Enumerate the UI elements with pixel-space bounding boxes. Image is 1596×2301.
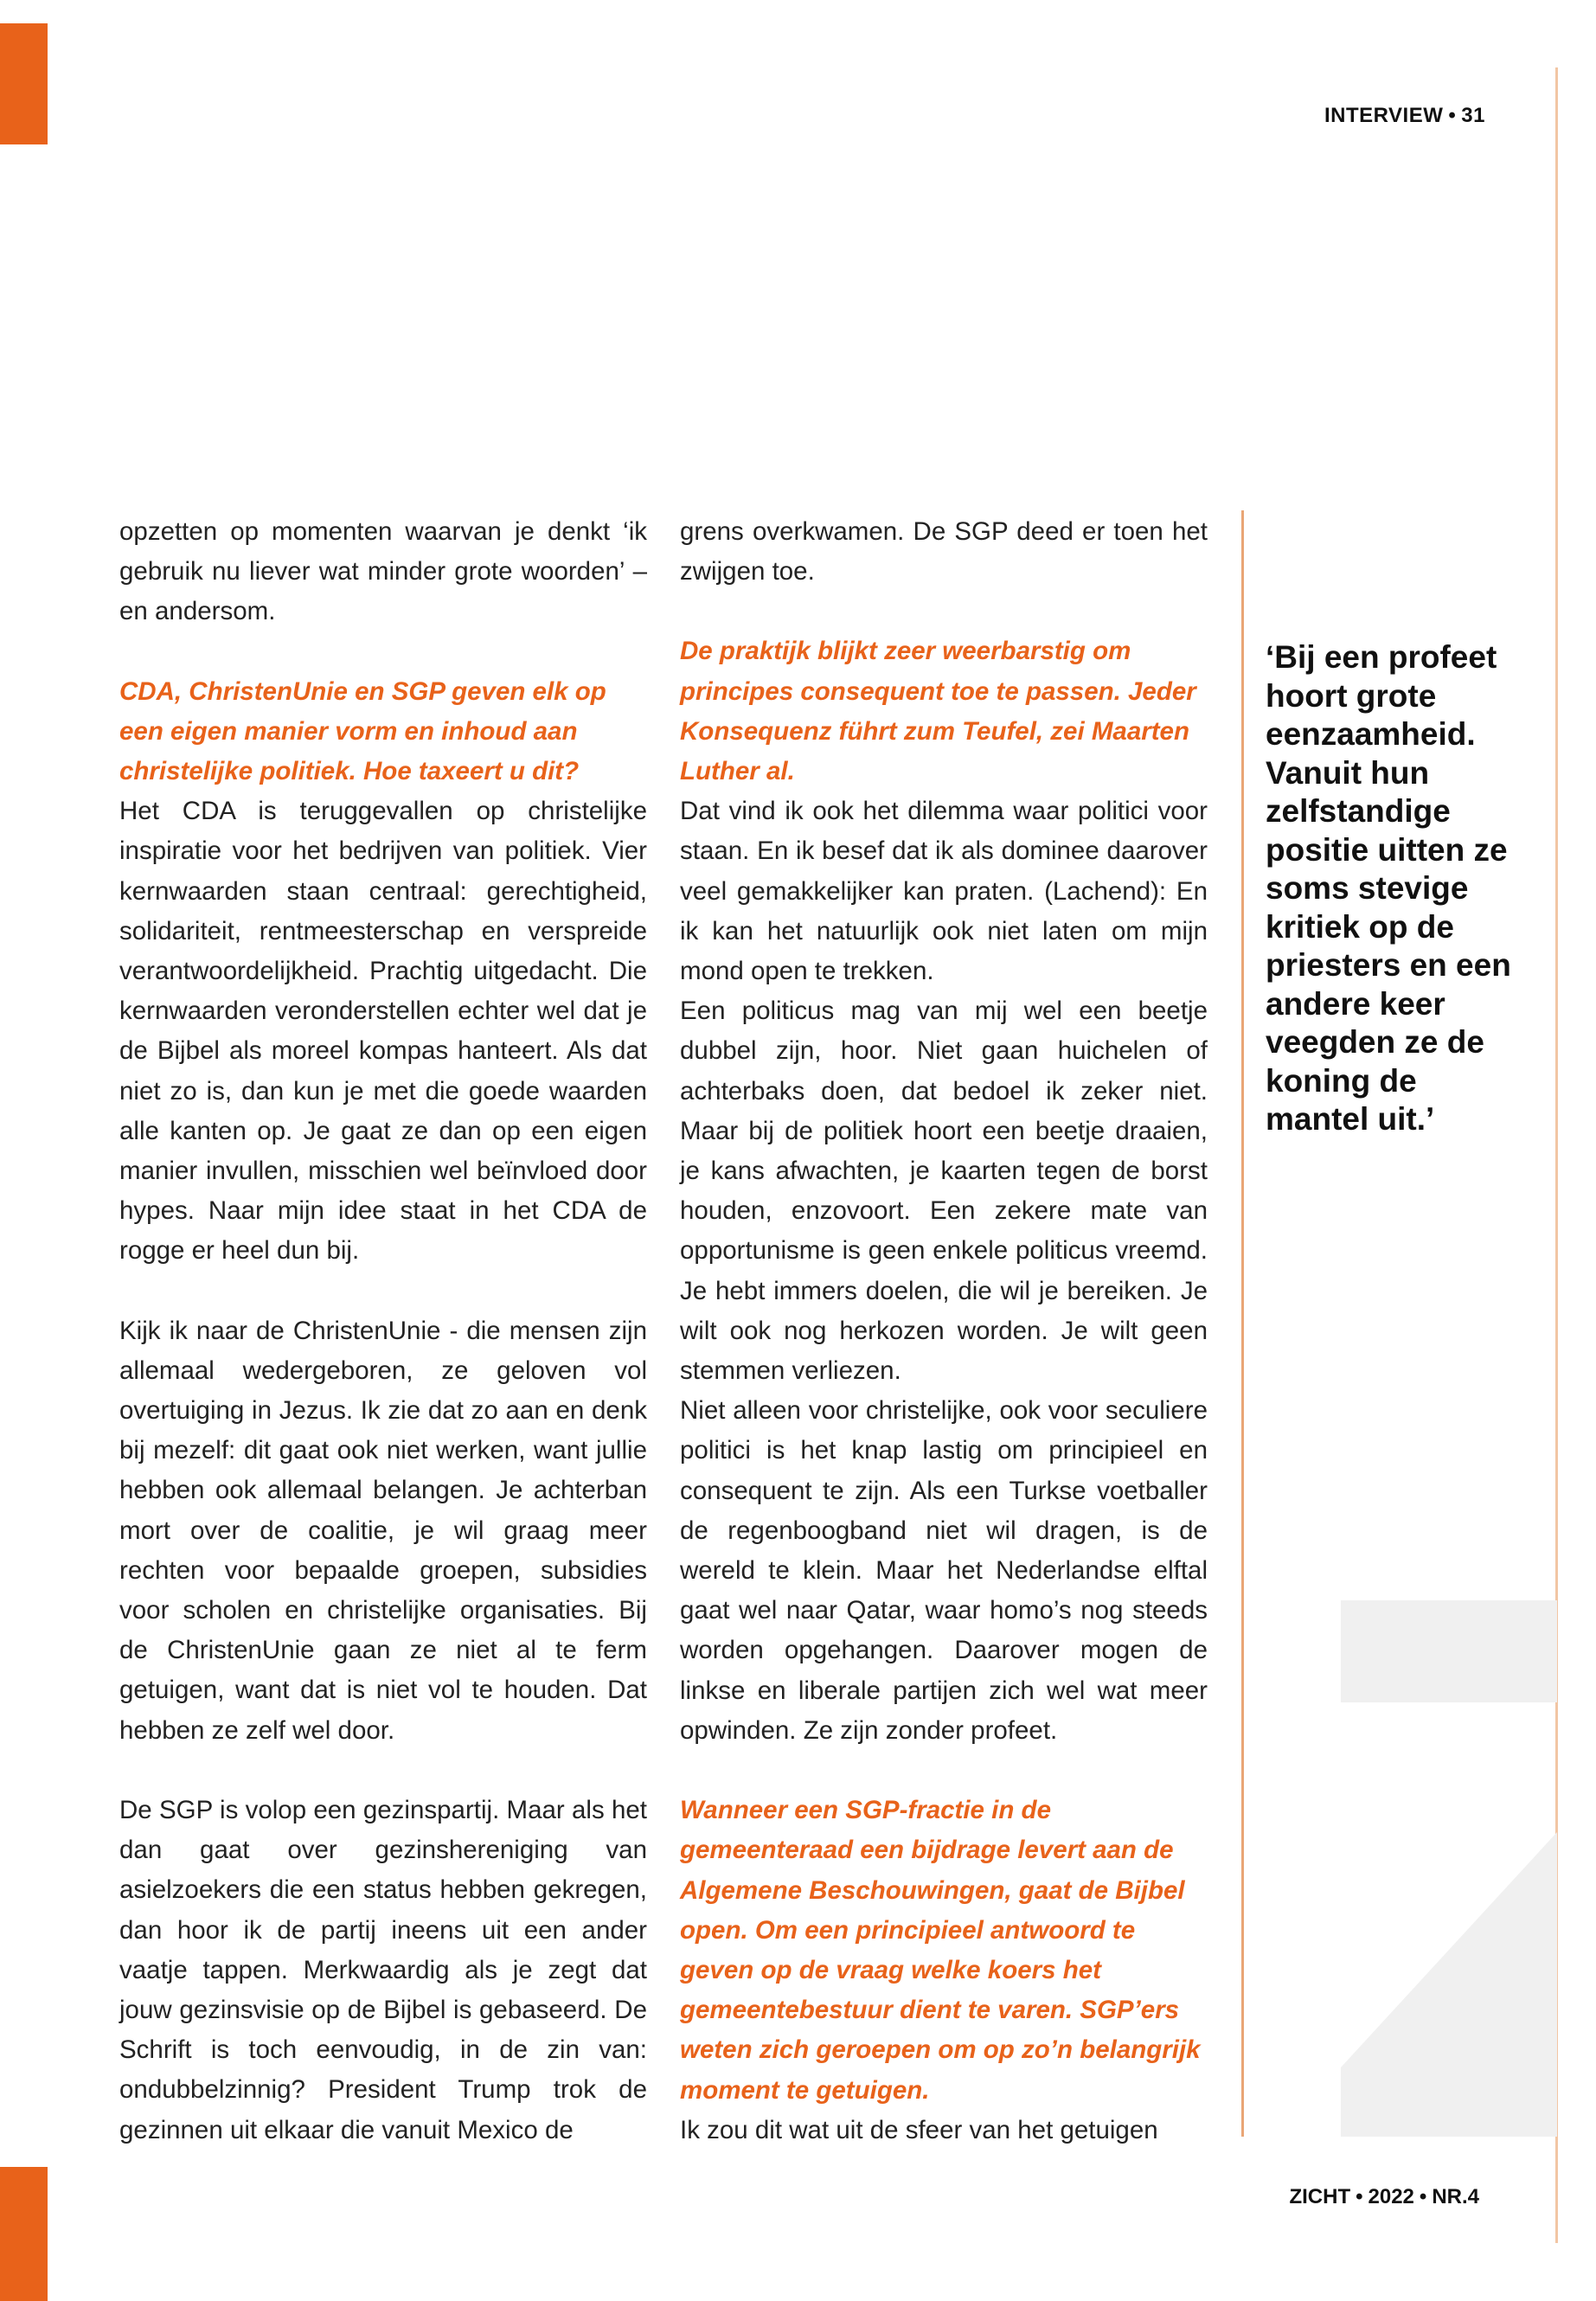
column-divider-rule xyxy=(1241,510,1244,2137)
z-top-bar xyxy=(1341,1600,1557,1702)
paragraph: Niet alleen voor christelijke, ook voor seculiere politici is het knap lastig om principieel en consequent te zijn. Als een Turkse voetballer de regenboogband niet wil dragen, is de wereld te klein. Maar het Nederlandse elftal gaat wel naar Qatar, waar homo’s nog steeds worden opgehangen. Daarover mogen de linkse en liberale partijen zich wel wat meer opwinden. Ze zijn zonder profeet. xyxy=(680,1396,1208,1745)
interview-question: Wanneer een SGP-fractie in de gemeenteraad een bijdrage levert aan de Algemene Beschouwingen, gaat de Bijbel open. Om een principieel antwoord te geven op de vraag welke koers het gemeentebestuur dient te varen. SGP’ers weten zich geroepen om op zo’n belangrijk moment te getuigen. xyxy=(680,1796,1201,2105)
orange-edge-tab-bottom xyxy=(0,2167,48,2301)
footer-separator: • xyxy=(1419,2185,1427,2208)
running-header xyxy=(1324,104,1485,128)
pull-quote: ‘Bij een profeet hoort grote eenzaamheid. Vanuit hun zelfstandige positie uitten ze soms stevige kritiek op de priesters en een andere keer veegden ze de koning de mantel uit.’ xyxy=(1266,639,1511,1137)
running-footer xyxy=(1289,2185,1479,2209)
paragraph: De SGP is volop een gezinspartij. Maar als het dan gaat over gezinshereniging van asielzoekers die een status hebben gekregen, dan hoor ik de partij ineens uit een ander vaatje tappen. Merkwaardig als je zegt dat jouw gezinsvisie op de Bijbel is gebaseerd. De Schrift is toch eenvoudig, in de zin van: ondubbelzinnig? President Trump trok de gezinnen uit elkaar die vanuit Mexico de xyxy=(119,1795,647,2144)
decorative-z-shape xyxy=(1341,1600,1557,2137)
paragraph: Dat vind ik ook het dilemma waar politici voor staan. En ik besef dat ik als dominee daarover veel gemakkelijker kan praten. (Lachend): En ik kan het natuurlijk ook niet laten om mijn mond open te trekken. xyxy=(680,797,1208,986)
paragraph: grens overkwamen. De SGP deed er toen het zwijgen toe. xyxy=(680,517,1208,586)
issue-number: NR.4 xyxy=(1432,2185,1479,2208)
issue-year: 2022 xyxy=(1368,2185,1414,2208)
paragraph: Het CDA is teruggevallen op christelijke inspiratie voor het bedrijven van politiek. Vier kernwaarden staan centraal: gerechtigheid, solidariteit, rentmeesterschap en verspreide verantwoordelijkheid. Prachtig uitgedacht. Die kernwaarden veronderstellen echter wel dat je de Bijbel als moreel kompas hanteert. Als dat niet zo is, dan kun je met die goede waarden alle kanten op. Je gaat ze dan op een eigen manier invullen, misschien wel beïnvloed door hypes. Naar mijn idee staat in het CDA de rogge er heel dun bij. xyxy=(119,797,647,1266)
paragraph: Ik zou dit wat uit de sfeer van het getuigen xyxy=(680,2115,1158,2144)
section-label: INTERVIEW xyxy=(1324,104,1444,127)
page-number: 31 xyxy=(1461,104,1485,127)
paragraph: Een politicus mag van mij wel een beetje dubbel zijn, hoor. Niet gaan huichelen of achterbaks doen, dat bedoel ik zeker niet. Maar bij de politiek hoort een beetje draaien, je kans afwachten, je kaarten tegen de borst houden, enzovoort. Een zekere mate van opportunisme is geen enkele politicus vreemd. Je hebt immers doelen, die wil je bereiken. Je wilt ook nog herkozen worden. Je wilt geen stemmen verliezen. xyxy=(680,997,1208,1386)
interview-question: CDA, ChristenUnie en SGP geven elk op een eigen manier vorm en inhoud aan christelijke politiek. Hoe taxeert u dit? xyxy=(119,676,606,786)
z-diagonal xyxy=(1341,1832,1557,2137)
paragraph: opzetten op momenten waarvan je denkt ‘ik gebruik nu liever wat minder grote woorden’ – en andersom. xyxy=(119,517,647,626)
interview-question: De praktijk blijkt zeer weerbarstig om principes consequent toe te passen. Jeder Konsequenz führt zum Teufel, zei Maarten Luther al. xyxy=(680,637,1196,786)
footer-separator: • xyxy=(1356,2185,1363,2208)
article-column-middle xyxy=(680,512,1208,2150)
article-column-left xyxy=(119,512,647,2150)
header-separator: • xyxy=(1448,104,1457,127)
paragraph: Kijk ik naar de ChristenUnie - die mensen zijn allemaal wedergeboren, ze geloven vol overtuiging in Jezus. Ik zie dat zo aan en denk bij mezelf: dit gaat ook niet werken, want jullie hebben ook allemaal belangen. Je achterban mort over de coalitie, je wil graag meer rechten voor bepaalde groepen, subsidies voor scholen en christelijke organisaties. Bij de ChristenUnie gaan ze niet al te ferm getuigen, want dat is niet vol te houden. Dat hebben ze zelf wel door. xyxy=(119,1316,647,1745)
orange-edge-tab-top xyxy=(0,23,48,144)
magazine-name: ZICHT xyxy=(1289,2185,1351,2208)
